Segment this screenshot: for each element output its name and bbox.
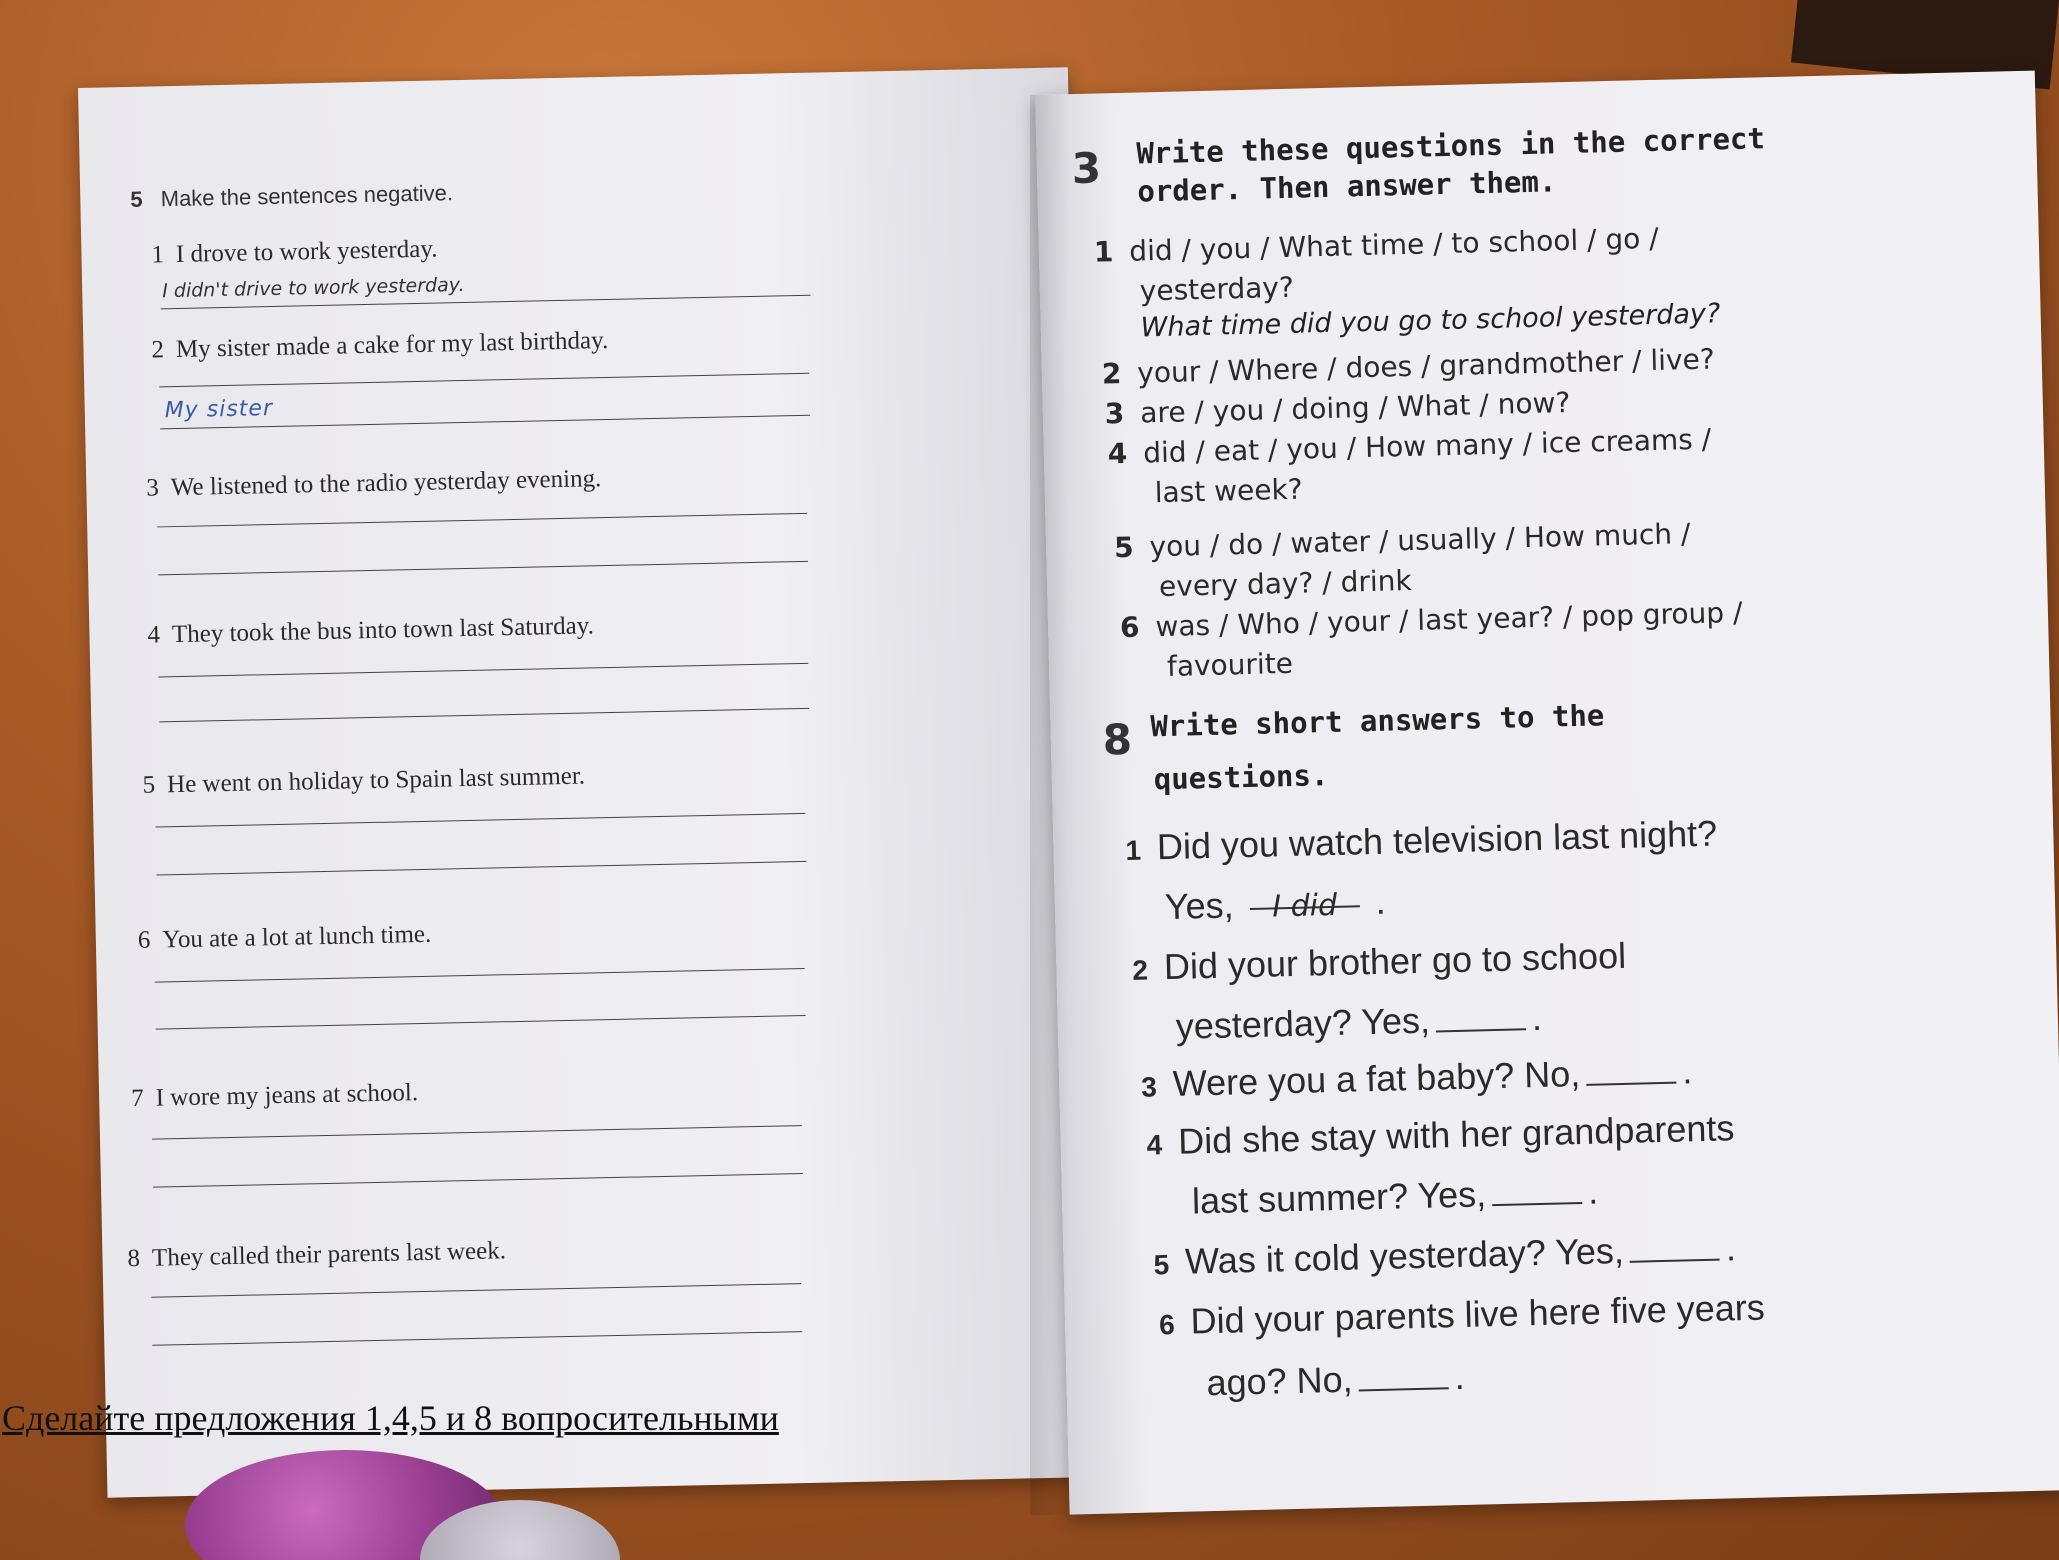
ex8-item-2-answer-line: yesterday? Yes, . — [1175, 996, 1543, 1047]
sentence-6: 6 You ate a lot at lunch time. — [137, 920, 432, 954]
exercise-8-title-line1: Write short answers to the — [1150, 698, 1605, 744]
exercise-3-title-line2: order. Then answer them. — [1136, 164, 1557, 209]
exercise-title: Make the sentences negative. — [160, 180, 454, 212]
ex3-item-6: 6 was / Who / your / last year? / pop group / — [1119, 595, 1743, 645]
ex3-item-1-cont: yesterday? — [1139, 270, 1295, 308]
sentence-4: 4 They took the bus into town last Saturday. — [147, 612, 595, 649]
ex8-item-2: 2 Did your brother go to school — [1132, 934, 1627, 988]
right-page-content — [1035, 71, 2059, 1515]
answer-line[interactable] — [159, 373, 809, 388]
exercise-8-title-line2: questions. — [1153, 758, 1329, 797]
answer-line[interactable] — [156, 861, 806, 876]
left-page-content — [78, 67, 1097, 1497]
answer-blank[interactable] — [1435, 998, 1526, 1032]
ex8-item-3: 3 Were you a fat baby? No, . — [1140, 1050, 1693, 1104]
handwritten-scribble: My sister — [164, 395, 274, 424]
sentence-5: 5 He went on holiday to Spain last summer. — [142, 762, 586, 799]
answer-line[interactable] — [157, 513, 807, 528]
answer-blank[interactable] — [1629, 1229, 1720, 1263]
ex8-item-4-answer-line: last summer? Yes, . — [1191, 1170, 1599, 1222]
answer-line[interactable] — [156, 1015, 806, 1030]
ex8-item-4: 4 Did she stay with her grandparents — [1146, 1107, 1735, 1162]
sentence-7: 7 I wore my jeans at school. — [130, 1079, 419, 1113]
ex3-handwritten-answer: What time did you go to school yesterday? — [1140, 298, 1721, 344]
russian-instruction: Сделайте предложения 1,4,5 и 8 вопросительными — [2, 1398, 779, 1438]
answer-line[interactable] — [158, 561, 808, 576]
exercise-3-number: 3 — [1071, 143, 1102, 194]
ex3-item-4: 4 did / eat / you / How many / ice creams / — [1107, 422, 1712, 471]
ex3-item-3: 3 are / you / doing / What / now? — [1104, 386, 1571, 431]
ex8-item-6-answer-line: ago? No, . — [1206, 1355, 1466, 1404]
ex3-item-6-cont: favourite — [1166, 646, 1294, 683]
sentence-1: 1 I drove to work yesterday. — [151, 235, 438, 269]
ex8-item-6: 6 Did your parents live here five years — [1158, 1286, 1766, 1342]
sentence-8: 8 They called their parents last week. — [127, 1237, 507, 1273]
answer-line[interactable] — [155, 968, 805, 983]
answer-blank[interactable] — [1586, 1052, 1677, 1086]
ex3-item-5: 5 you / do / water / usually / How much / — [1113, 517, 1691, 565]
ex8-item-1-answer-line: Yes, I did . — [1164, 872, 1386, 937]
sentence-3: 3 We listened to the radio yesterday evening. — [146, 465, 602, 502]
exercise-number: 5 — [130, 186, 143, 212]
answer-line[interactable] — [159, 708, 809, 723]
ex3-item-5-cont: every day? / drink — [1158, 563, 1413, 604]
ex3-item-4-cont: last week? — [1154, 472, 1303, 510]
answer-blank[interactable]: I did — [1249, 875, 1360, 910]
answer-line[interactable] — [153, 1173, 803, 1188]
answer-line[interactable] — [151, 1283, 801, 1298]
ex3-item-1: 1 did / you / What time / to school / go / — [1093, 221, 1660, 269]
answer-line[interactable] — [158, 663, 808, 678]
exercise-3-title-line1: Write these questions in the correct — [1136, 121, 1766, 171]
exercise-8-number: 8 — [1102, 714, 1133, 765]
exercise-5-heading — [130, 180, 453, 213]
ex3-item-2: 2 your / Where / does / grandmother / live? — [1101, 342, 1715, 391]
answer-blank[interactable] — [1358, 1357, 1449, 1391]
answer-line[interactable] — [152, 1125, 802, 1140]
ex8-item-5: 5 Was it cold yesterday? Yes, . — [1153, 1227, 1737, 1282]
answer-line[interactable] — [155, 813, 805, 828]
ex8-item-1: 1 Did you watch television last night? — [1125, 812, 1718, 868]
answer-blank[interactable] — [1492, 1172, 1583, 1206]
example-answer: I didn't drive to work yesterday. — [162, 273, 465, 303]
sentence-2: 2 My sister made a cake for my last birthday. — [151, 326, 609, 364]
answer-line[interactable] — [152, 1331, 802, 1346]
